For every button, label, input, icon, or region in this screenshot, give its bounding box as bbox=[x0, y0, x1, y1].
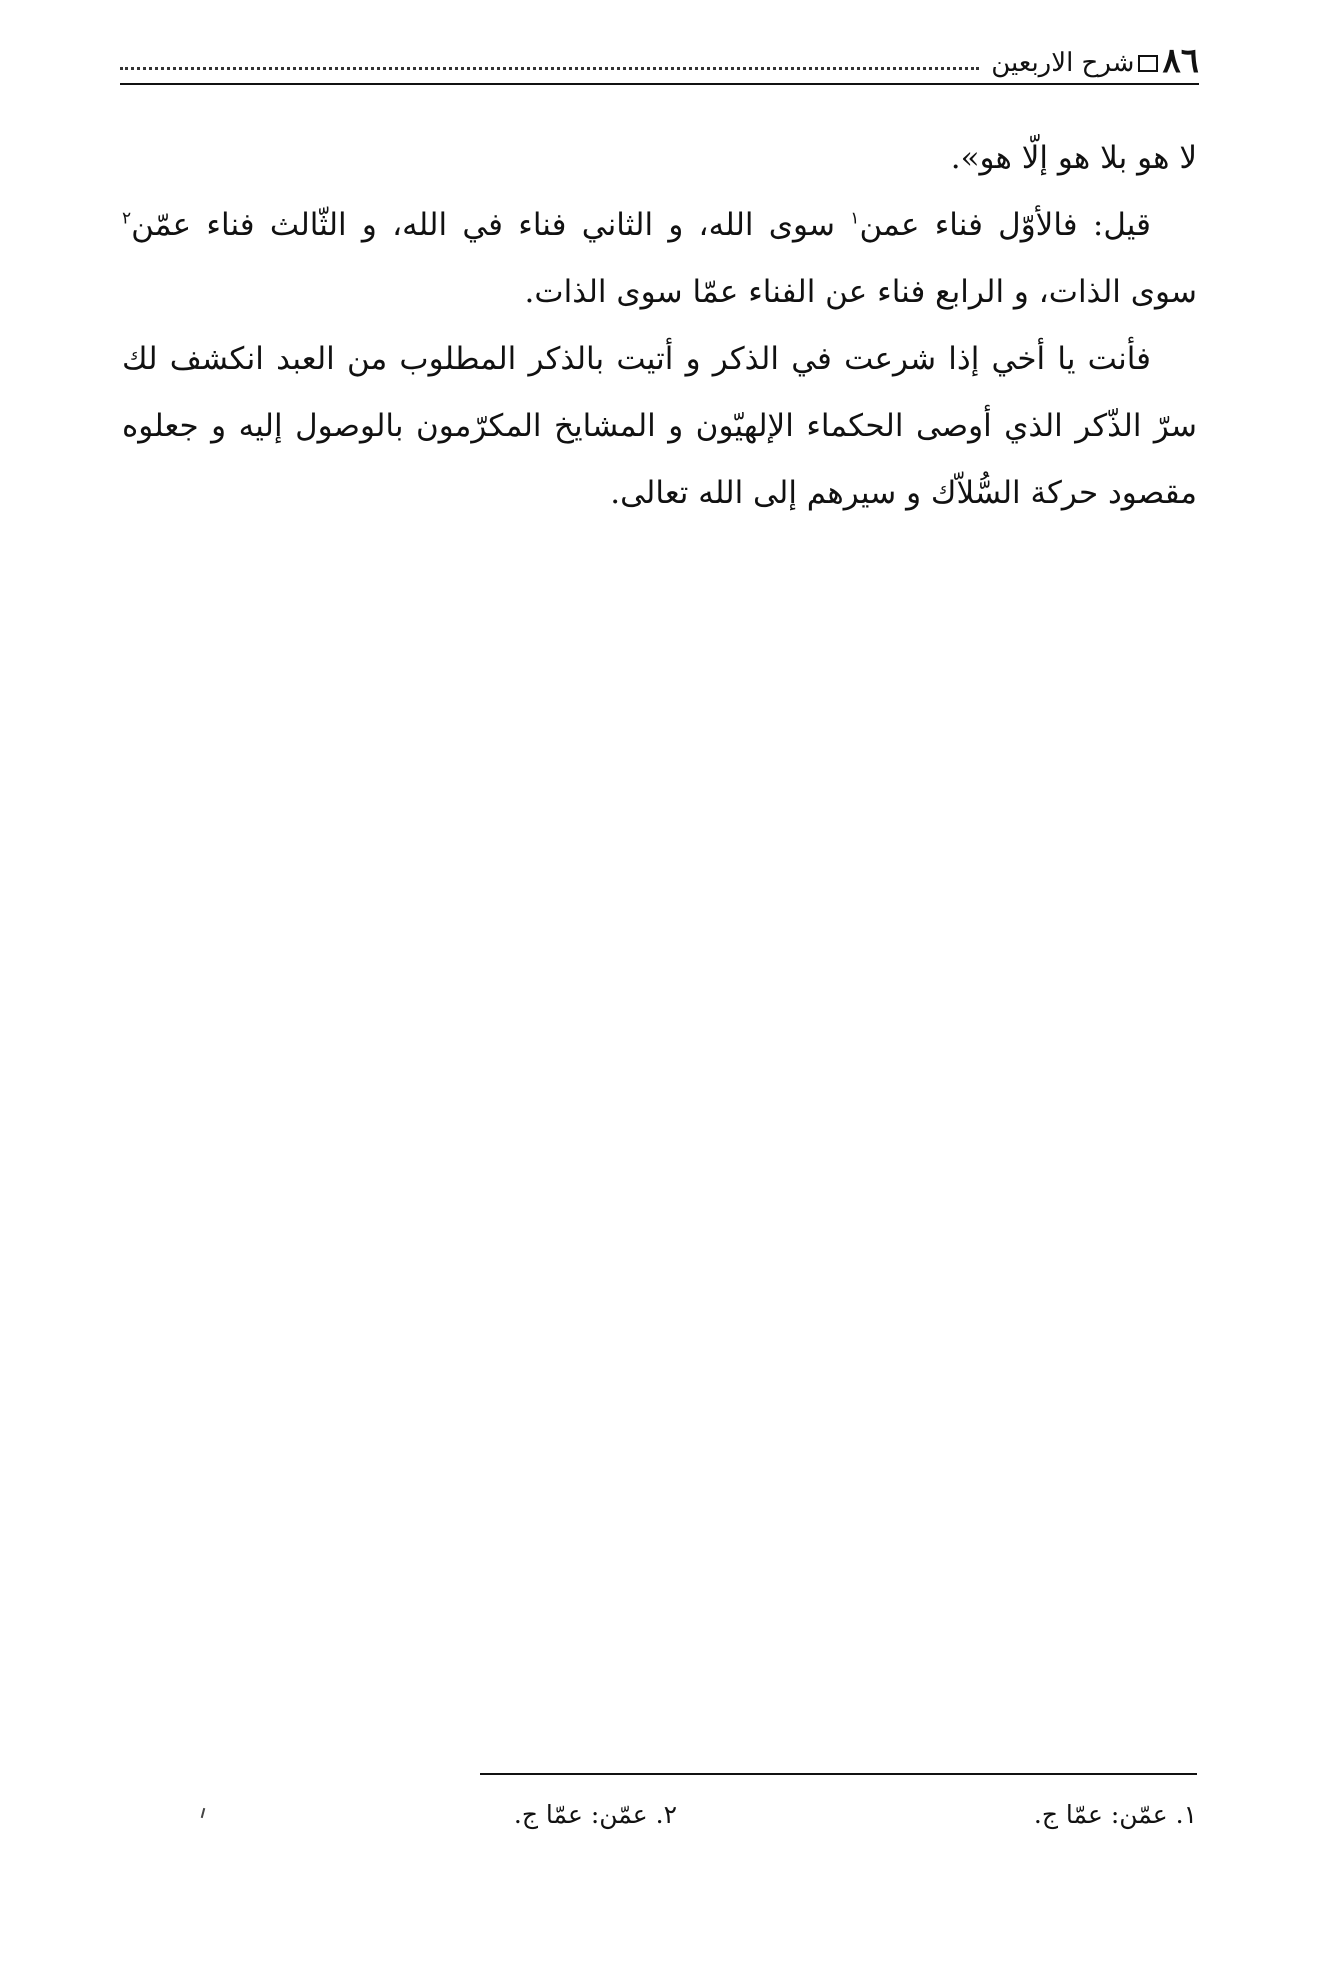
footnote-marker-1: ١ bbox=[850, 208, 860, 229]
paragraph-1 bbox=[122, 125, 1197, 192]
paragraph-1-text: لا هو بلا هو إلّا هو». bbox=[950, 140, 1197, 176]
footnote-2: ٢. عمّن: عمّا ج. bbox=[513, 1800, 677, 1829]
footnote-marker-2: ٢ bbox=[122, 208, 132, 229]
paragraph-2-part-c: سوى الذات، و الرابع فناء عن الفناء عمّا سوى الذات. bbox=[524, 274, 1197, 310]
footnote-1: ١. عمّن: عمّا ج. bbox=[1033, 1800, 1197, 1829]
page-number: ٨٦ bbox=[1162, 41, 1199, 81]
paragraph-2-part-b: سوى الله، و الثاني فناء في الله، و الثّالث فناء عمّن bbox=[131, 207, 851, 243]
header-dotted-leader bbox=[120, 66, 979, 70]
running-title: شرح الاربعين bbox=[991, 48, 1135, 78]
square-ornament-icon bbox=[1138, 55, 1158, 72]
footnotes bbox=[122, 1800, 1197, 1840]
page-header bbox=[120, 28, 1199, 81]
paragraph-3 bbox=[122, 326, 1197, 527]
paragraph-2-part-a: قيل: فالأوّل فناء عمن bbox=[859, 207, 1151, 243]
header-rule bbox=[120, 83, 1199, 85]
footnote-separator bbox=[480, 1773, 1197, 1775]
main-text bbox=[122, 125, 1197, 527]
paragraph-3-text: فأنت يا أخي إذا شرعت في الذكر و أتيت بالذكر المطلوب من العبد انكشف لك سرّ الذّكر الذي أوصى الحكماء الإلهيّون و المشايخ المكرّمون بالوصول إليه و جعلوه مقصود حركة السُّلاّك و سيرهم إلى الله تعالى. bbox=[122, 341, 1197, 511]
paragraph-2 bbox=[122, 192, 1197, 326]
